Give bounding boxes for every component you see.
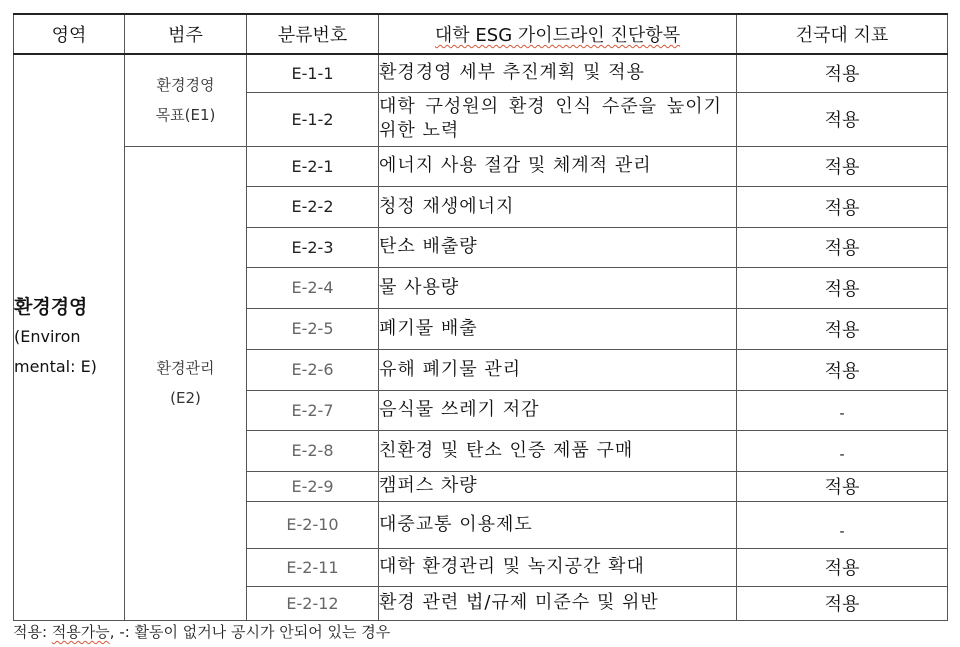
item-cell: 캠퍼스 차량 (379, 471, 737, 501)
indicator-cell: 적용 (737, 471, 948, 501)
item-cell: 대중교통 이용제도 (379, 501, 737, 548)
indicator-cell: 적용 (737, 586, 948, 620)
code-cell: E-2-2 (247, 186, 379, 227)
code-cell: E-2-10 (247, 501, 379, 548)
code-cell: E-2-8 (247, 430, 379, 471)
item-cell: 대학 환경관리 및 녹지공간 확대 (379, 548, 737, 586)
code-cell: E-2-4 (247, 267, 379, 308)
header-indicator: 건국대 지표 (737, 14, 948, 54)
indicator-cell: 적용 (737, 92, 948, 146)
area-sub-label-1: (Environ (14, 327, 81, 347)
category-e1-line1: 환경경영 (156, 76, 215, 95)
header-item (379, 14, 737, 54)
indicator-cell: - (737, 501, 948, 548)
category-cell-e1 (125, 54, 247, 146)
indicator-cell: - (737, 430, 948, 471)
area-main-label: 환경경영 (14, 296, 88, 319)
indicator-cell: 적용 (737, 308, 948, 349)
item-cell: 유해 폐기물 관리 (379, 349, 737, 390)
code-cell: E-2-12 (247, 586, 379, 620)
item-cell: 청정 재생에너지 (379, 186, 737, 227)
footnote-rest: , -: 활동이 없거나 공시가 안되어 있는 경우 (109, 623, 391, 641)
item-cell: 환경경영 세부 추진계획 및 적용 (379, 54, 737, 92)
indicator-cell: 적용 (737, 54, 948, 92)
header-item-text: 대학 ESG 가이드라인 진단항목 (434, 25, 681, 46)
item-cell: 음식물 쓰레기 저감 (379, 390, 737, 430)
area-cell (14, 54, 125, 620)
header-row (14, 14, 948, 54)
category-e1-line2: 목표(E1) (155, 106, 216, 125)
footnote-label: 적용: (13, 623, 52, 641)
category-e2-line1: 환경관리 (156, 359, 215, 377)
table-row (14, 54, 948, 92)
item-cell: 친환경 및 탄소 인증 제품 구매 (379, 430, 737, 471)
indicator-cell: 적용 (737, 548, 948, 586)
table-row (14, 146, 948, 186)
item-cell: 물 사용량 (379, 267, 737, 308)
footnote-applied: 적용가능 (51, 623, 110, 641)
code-cell: E-2-7 (247, 390, 379, 430)
code-cell: E-2-6 (247, 349, 379, 390)
indicator-cell: - (737, 390, 948, 430)
code-cell: E-1-1 (247, 54, 379, 92)
item-cell: 환경 관련 법/규제 미준수 및 위반 (379, 586, 737, 620)
category-e2-line2: (E2) (170, 389, 201, 407)
code-cell: E-1-2 (247, 92, 379, 146)
item-cell: 대학 구성원의 환경 인식 수준을 높이기 위한 노력 (379, 92, 737, 146)
category-cell-e2 (125, 146, 247, 620)
header-code: 분류번호 (247, 14, 379, 54)
indicator-cell: 적용 (737, 267, 948, 308)
table-footnote (13, 621, 390, 642)
indicator-cell: 적용 (737, 186, 948, 227)
code-cell: E-2-5 (247, 308, 379, 349)
indicator-cell: 적용 (737, 146, 948, 186)
area-sub-label-2: mental: E) (14, 357, 97, 377)
code-cell: E-2-1 (247, 146, 379, 186)
item-cell: 폐기물 배출 (379, 308, 737, 349)
header-category: 범주 (125, 14, 247, 54)
item-cell: 탄소 배출량 (379, 227, 737, 267)
header-area: 영역 (14, 14, 125, 54)
esg-guideline-table (13, 13, 948, 621)
code-cell: E-2-3 (247, 227, 379, 267)
code-cell: E-2-9 (247, 471, 379, 501)
code-cell: E-2-11 (247, 548, 379, 586)
indicator-cell: 적용 (737, 227, 948, 267)
item-cell: 에너지 사용 절감 및 체계적 관리 (379, 146, 737, 186)
indicator-cell: 적용 (737, 349, 948, 390)
